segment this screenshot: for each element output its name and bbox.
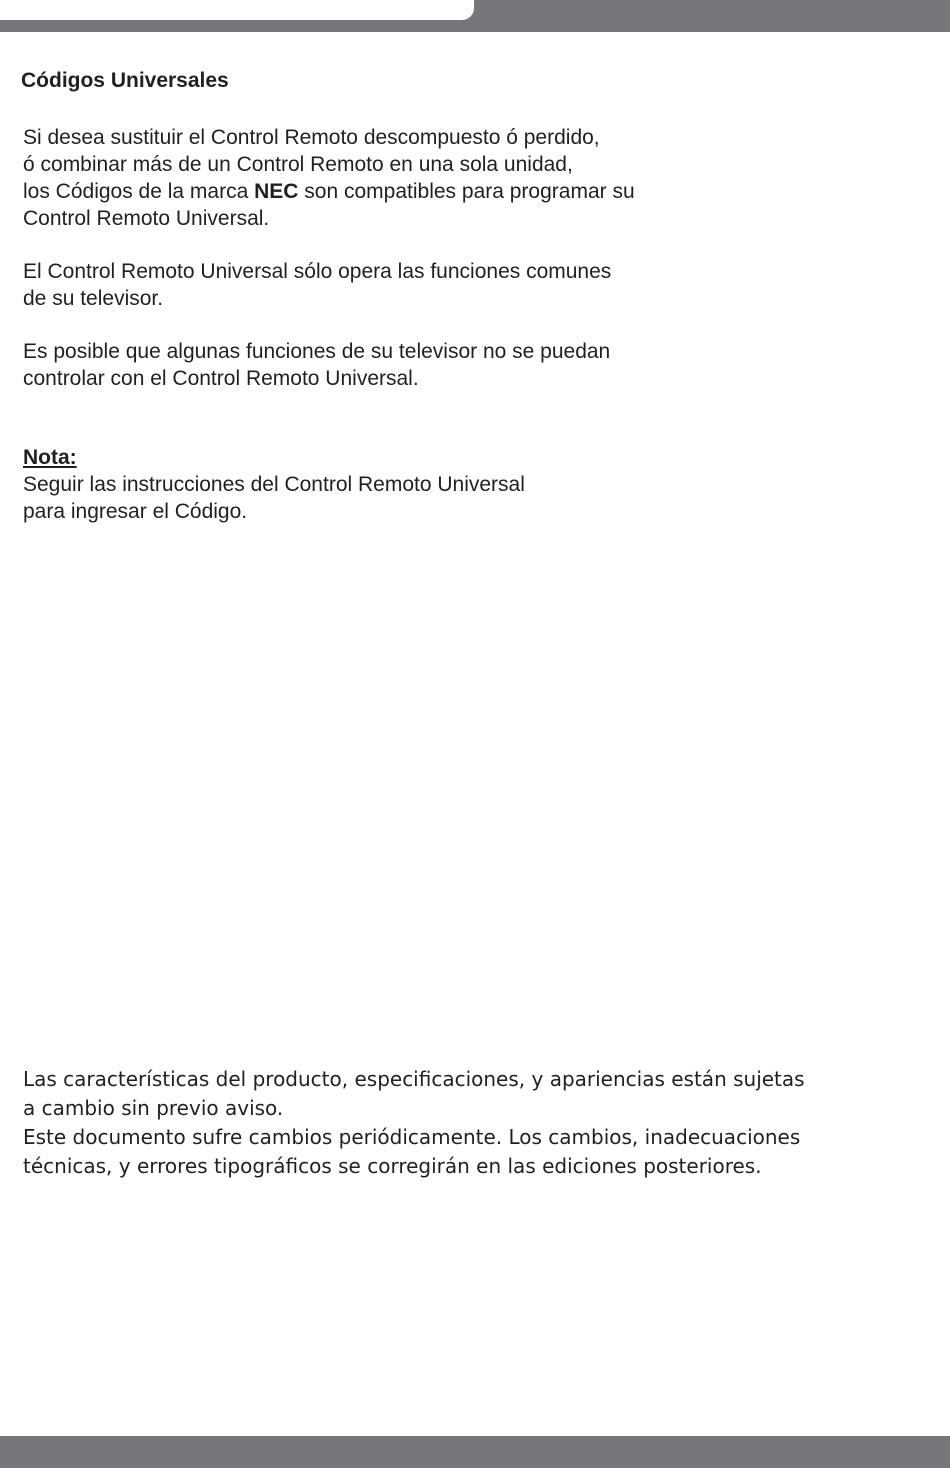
note-text: Seguir las instrucciones del Control Remoto Universal para ingresar el Código. bbox=[23, 473, 525, 523]
intro-text-end: son compatibles para programar su Control Remoto Universal. bbox=[23, 180, 635, 230]
note-label: Nota: bbox=[23, 446, 77, 469]
brand-name: NEC bbox=[254, 180, 299, 203]
intro-paragraph bbox=[23, 124, 635, 232]
footer-band bbox=[0, 1436, 950, 1468]
functions-paragraph: El Control Remoto Universal sólo opera las funciones comunes de su televisor. bbox=[23, 260, 612, 310]
header-tab bbox=[0, 0, 474, 20]
disclaimer-text: Las características del producto, especificaciones, y apariencias están sujetas a cambio sin previo aviso. Este documento sufre cambios periódicamente. Los cambios, inadecuaciones técnicas, y errores tipográficos se corregirán en las ediciones posteriores. bbox=[23, 1067, 805, 1178]
limitations-paragraph: Es posible que algunas funciones de su televisor no se puedan controlar con el Control Remoto Universal. bbox=[23, 340, 611, 390]
page-title: Códigos Universales bbox=[21, 69, 229, 92]
intro-text-start: Si desea sustituir el Control Remoto descompuesto ó perdido, ó combinar más de un Control Remoto en una sola unidad, los Códigos de la marca bbox=[23, 126, 600, 203]
